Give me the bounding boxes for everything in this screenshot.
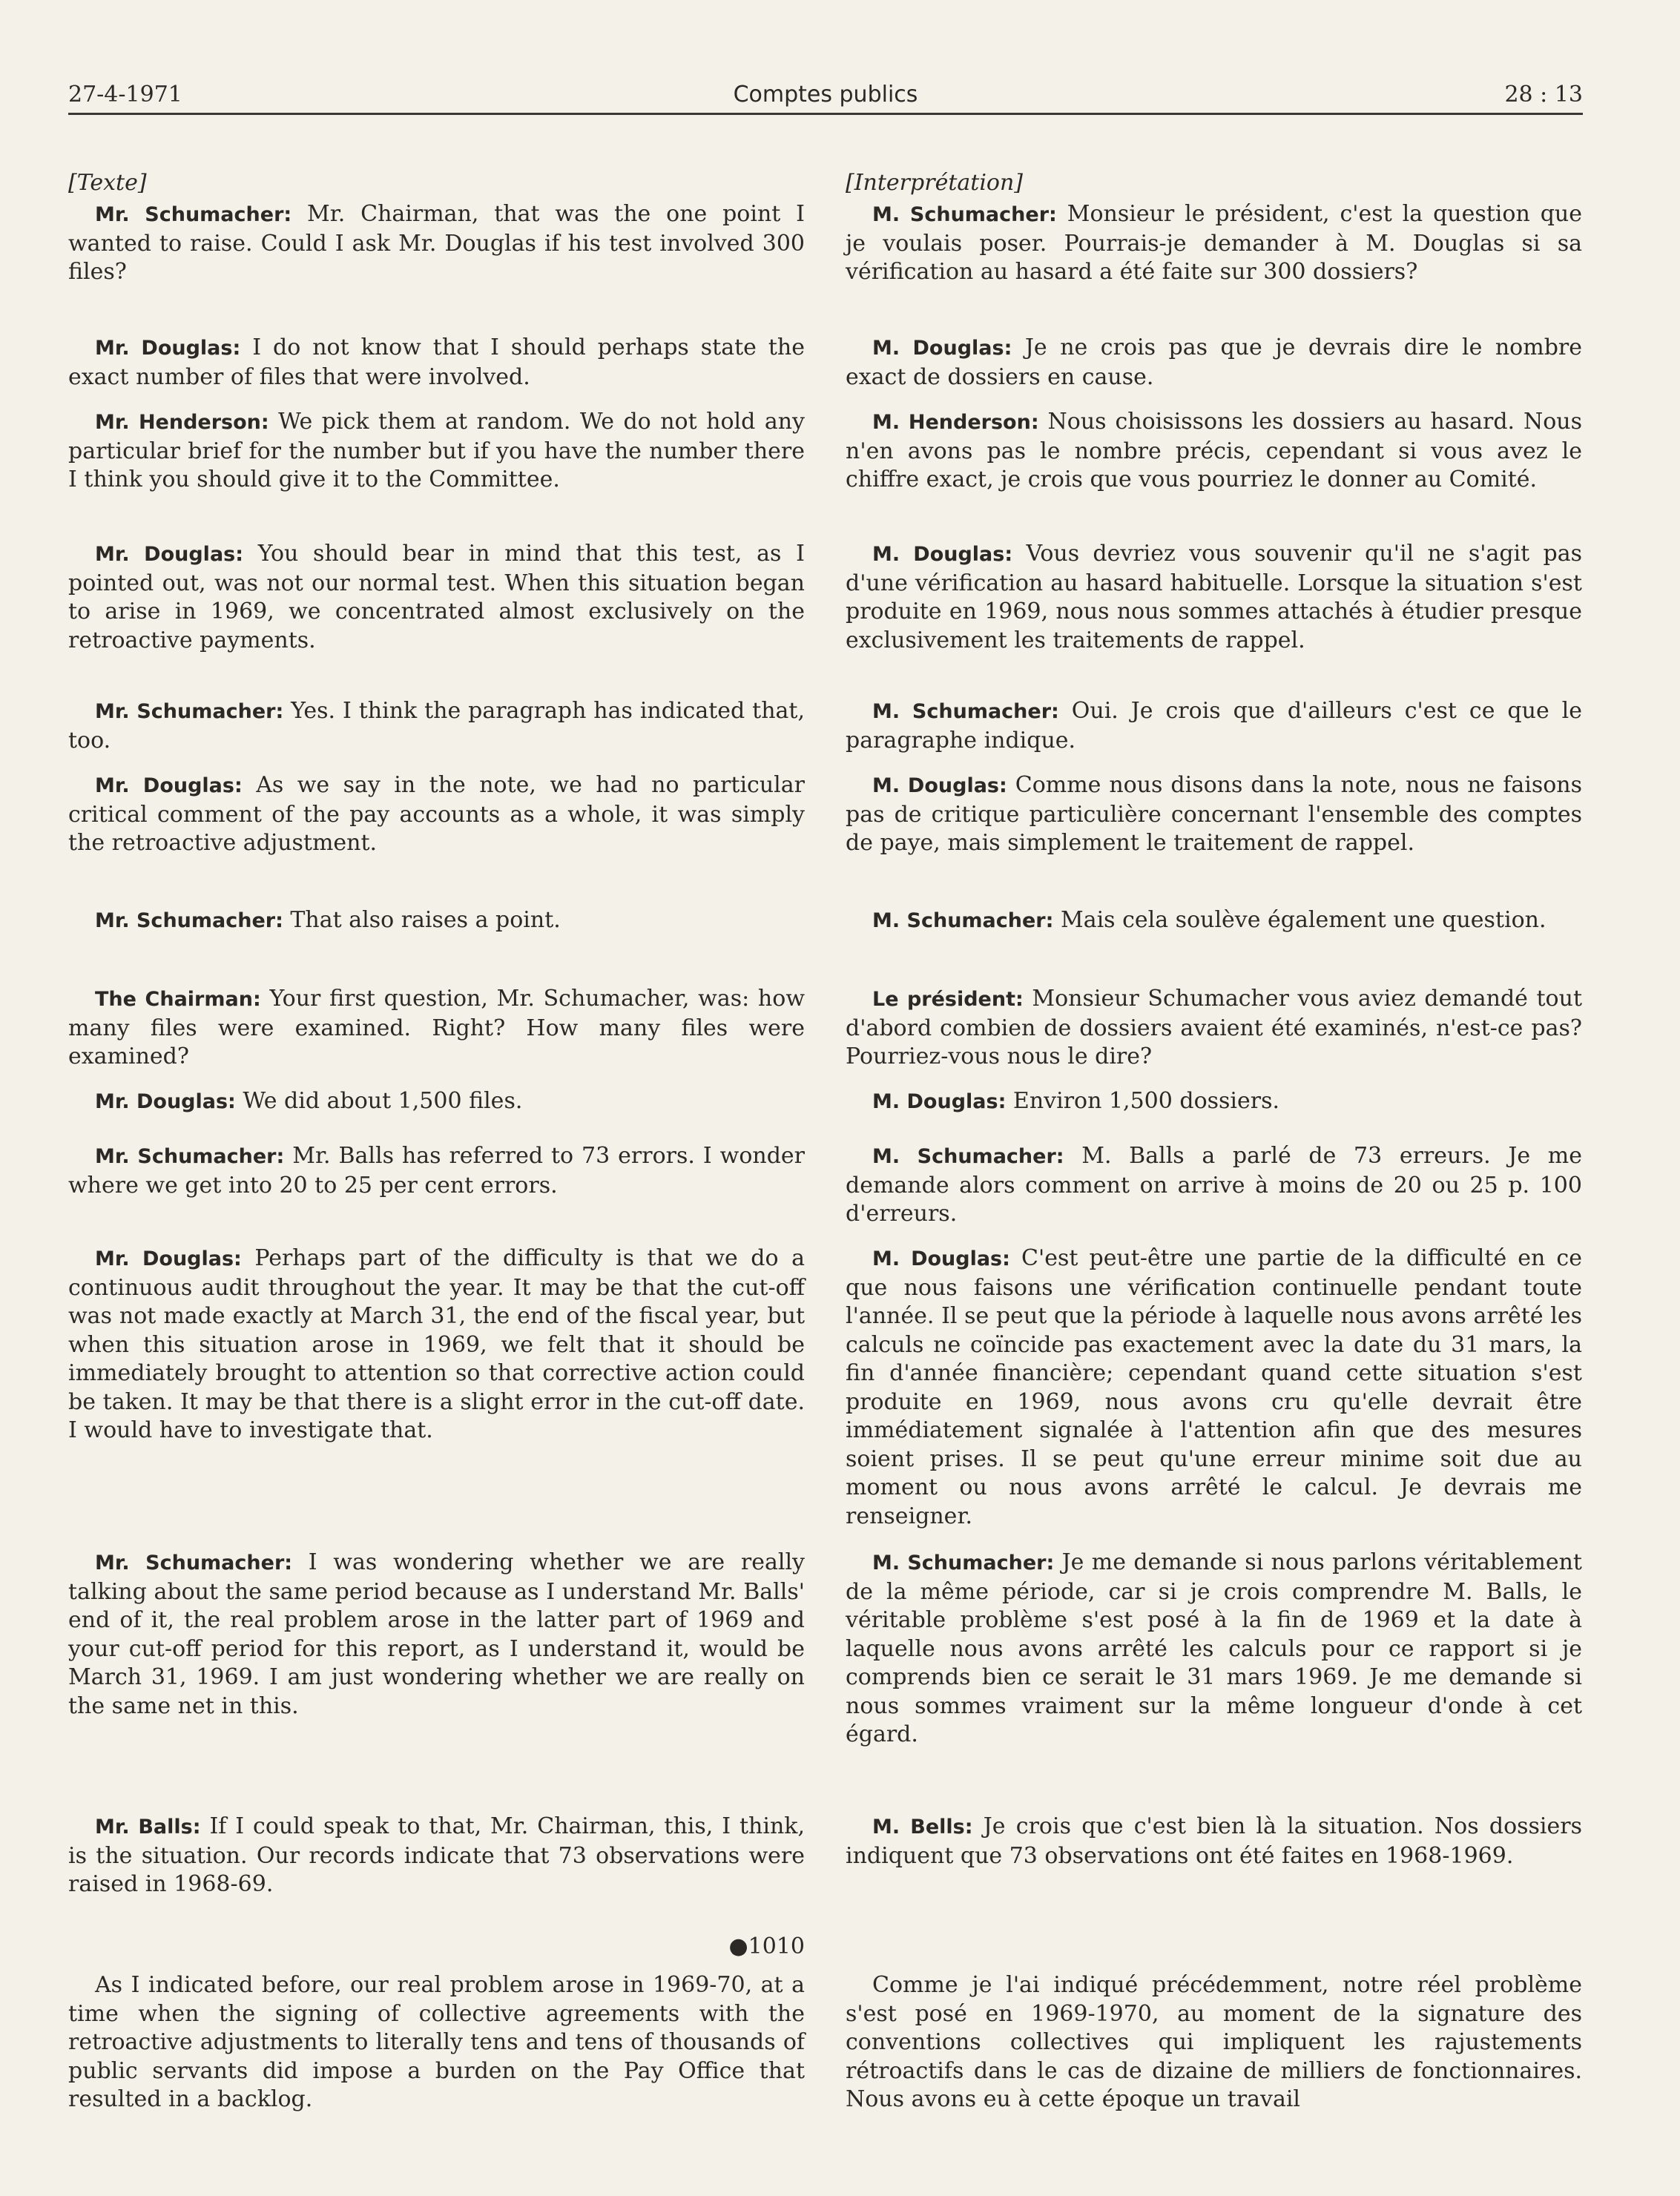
paragraph-text: Perhaps part of the difficulty is that we do a continuous audit throughout the year. It may be that the cut-off was not made exactly at March 31, the end of the fiscal year, but when this situation arose in 1969, we felt that it should be immediately brought to attention so that corrective action could be taken. It may be that there is a slight error in the cut-off date. I would have to investigate that. bbox=[68, 1245, 805, 1443]
paragraph bbox=[68, 1244, 805, 1445]
speaker-name: M. Bells: bbox=[872, 1816, 973, 1839]
paragraph-text: Vous devriez vous souvenir qu'il ne s'agit pas d'une vérification au hasard habituelle. Lorsque la situation s'est produite en 1969, nous nous sommes attachés à étudier presque exclusivement les traitements de rappel. bbox=[846, 541, 1582, 653]
paragraph-text: We pick them at random. We do not hold any particular brief for the number but if you have the number there I think you should give it to the Committee. bbox=[68, 409, 805, 492]
speaker-name: M. Schumacher: bbox=[872, 203, 1057, 226]
paragraph-text: Comme nous disons dans la note, nous ne faisons pas de critique particulière concernant l'ensemble des comptes de paye, mais simplement le traitement de rappel. bbox=[846, 772, 1582, 856]
paragraph-text: Oui. Je crois que d'ailleurs c'est ce que le paragraphe indique. bbox=[846, 698, 1582, 754]
paragraph-text: Yes. I think the paragraph has indicated that, too. bbox=[68, 698, 805, 754]
header-date: 27-4-1971 bbox=[68, 82, 182, 108]
speaker-name: M. Douglas: bbox=[872, 1090, 1007, 1113]
paragraph-text: If I could speak to that, Mr. Chairman, this, I think, is the situation. Our records indicate that 73 observations were raised in 1968-69. bbox=[68, 1813, 805, 1897]
paragraph bbox=[68, 540, 805, 655]
paragraph bbox=[846, 697, 1582, 755]
speaker-name: M. Henderson: bbox=[872, 411, 1039, 434]
speaker-name: Le président: bbox=[872, 988, 1024, 1011]
speaker-name: Mr. Douglas: bbox=[95, 774, 243, 797]
paragraph-text: Je crois que c'est bien là la situation. Nos dossiers indiquent que 73 observations ont été faites en 1968-1969. bbox=[846, 1813, 1583, 1869]
paragraph bbox=[68, 985, 805, 1072]
paragraph-text: We did about 1,500 files. bbox=[235, 1088, 523, 1114]
paragraph bbox=[68, 1087, 805, 1117]
paragraph bbox=[68, 1142, 805, 1200]
time-marker: ●1010 bbox=[728, 1933, 805, 1959]
paragraph-text: Comme je l'ai indiqué précédemment, notre réel problème s'est posé en 1969-1970, au moment de la signature des conventions collectives qui impliquent les rajustements rétroactifs dans le cas de dizaine de milliers de fonctionnaires. Nous avons eu à cette époque un travail bbox=[846, 1972, 1582, 2112]
paragraph bbox=[68, 408, 805, 495]
speaker-name: Mr. Schumacher: bbox=[95, 1145, 285, 1168]
paragraph-text: Je ne crois pas que je devrais dire le nombre exact de dossiers en cause. bbox=[846, 334, 1582, 390]
paragraph bbox=[846, 334, 1582, 392]
paragraph-text: Mais cela soulève également une question. bbox=[1053, 907, 1546, 933]
section-label: [Texte] bbox=[68, 170, 147, 196]
paragraph bbox=[846, 1813, 1582, 1870]
speaker-name: M. Schumacher: bbox=[872, 1552, 1055, 1575]
speaker-name: M. Douglas: bbox=[872, 543, 1013, 566]
paragraph bbox=[68, 334, 805, 392]
paragraph-text: You should bear in mind that this test, as I pointed out, was not our normal test. When this situation began to arise in 1969, we concentrated almost exclusively on the retroactive payments. bbox=[68, 541, 805, 653]
speaker-name: M. Schumacher: bbox=[872, 1145, 1064, 1168]
speaker-name: Mr. Douglas: bbox=[95, 1090, 236, 1113]
paragraph-text: That also raises a point. bbox=[283, 907, 561, 933]
paragraph bbox=[846, 1087, 1582, 1117]
paragraph-text: Nous choisissons les dossiers au hasard. Nous n'en avons pas le nombre précis, cependant si vous avez le chiffre exact, je crois que vous pourriez le donner au Comité. bbox=[846, 409, 1583, 492]
paragraph bbox=[68, 1549, 805, 1721]
speaker-name: M. Schumacher: bbox=[872, 700, 1059, 723]
section-label: [Interprétation] bbox=[846, 170, 1024, 196]
paragraph bbox=[68, 1971, 805, 2114]
paragraph-text: M. Balls a parlé de 73 erreurs. Je me demande alors comment on arrive à moins de 20 ou 25 p. 100 d'erreurs. bbox=[846, 1143, 1582, 1227]
paragraph-text: Mr. Chairman, that was the one point I wanted to raise. Could I ask Mr. Douglas if his test involved 300 files? bbox=[68, 201, 806, 285]
speaker-name: The Chairman: bbox=[95, 988, 261, 1011]
paragraph-text: As we say in the note, we had no particular critical comment of the pay accounts as a whole, it was simply the retroactive adjustment. bbox=[68, 772, 805, 856]
paragraph bbox=[846, 1549, 1582, 1750]
paragraph bbox=[68, 906, 805, 936]
paragraph bbox=[846, 1244, 1582, 1531]
paragraph-text: C'est peut-être une partie de la difficulté en ce que nous faisons une vérification continuelle pendant toute l'année. Il se peut que la période à laquelle nous avons arrêté les calculs ne coïncide pas exactement avec la date du 31 mars, la fin d'année financière; cependant quand cette situation s'est produite en 1969, nous avons cru qu'elle devrait être immédiatement signalée à l'attention afin que des mesures soient prises. Il se peut qu'une erreur minime soit due au moment ou nous avons arrêté le calcul. Je devrais me renseigner. bbox=[846, 1245, 1582, 1529]
paragraph-text: Environ 1,500 dossiers. bbox=[1006, 1088, 1280, 1114]
paragraph bbox=[846, 906, 1582, 936]
paragraph bbox=[68, 200, 805, 287]
paragraph bbox=[68, 1813, 805, 1899]
paragraph-text: Monsieur Schumacher vous aviez demandé tout d'abord combien de dossiers avaient été examinés, n'est-ce pas? Pourriez-vous nous le dire? bbox=[846, 986, 1582, 1069]
paragraph bbox=[68, 771, 805, 858]
speaker-name: Mr. Douglas: bbox=[95, 543, 244, 566]
paragraph bbox=[846, 200, 1582, 287]
paragraph-text: I was wondering whether we are really talking about the same period because as I understand Mr. Balls' end of it, the real problem arose in the latter part of 1969 and your cut-off period for this report, as I understand it, would be March 31, 1969. I am just wondering whether we are really on the same net in this. bbox=[68, 1549, 805, 1719]
speaker-name: Mr. Schumacher: bbox=[95, 909, 283, 932]
speaker-name: Mr. Douglas: bbox=[95, 1247, 242, 1270]
paragraph bbox=[846, 408, 1582, 495]
header-title: Comptes publics bbox=[733, 82, 918, 108]
speaker-name: M. Douglas: bbox=[872, 774, 1007, 797]
speaker-name: M. Schumacher: bbox=[872, 909, 1054, 932]
paragraph bbox=[846, 1142, 1582, 1229]
paragraph bbox=[846, 985, 1582, 1072]
speaker-name: Mr. Henderson: bbox=[95, 411, 269, 434]
paragraph-text: Your first question, Mr. Schumacher, was: how many files were examined. Right? How many files were examined? bbox=[68, 986, 805, 1069]
page-header bbox=[68, 80, 1583, 115]
speaker-name: M. Douglas: bbox=[872, 1247, 1010, 1270]
paragraph-text: I do not know that I should perhaps state the exact number of files that were involved. bbox=[68, 334, 806, 390]
speaker-name: Mr. Balls: bbox=[95, 1816, 201, 1839]
paragraph bbox=[68, 697, 805, 755]
speaker-name: Mr. Schumacher: bbox=[95, 700, 284, 723]
paragraph-text: Monsieur le président, c'est la question que je voulais poser. Pourrais-je demander à M. Douglas si sa vérification au hasard a été faite sur 300 dossiers? bbox=[846, 201, 1582, 285]
paragraph bbox=[846, 540, 1582, 655]
paragraph-text: Je me demande si nous parlons véritablement de la même période, car si je crois comprendre M. Balls, le véritable problème s'est posé à la fin de 1969 et la date à laquelle nous avons arrêté les calculs pour ce rapport si je comprends bien ce serait le 31 mars 1969. Je me demande si nous sommes vraiment sur la même longueur d'onde à cet égard. bbox=[846, 1549, 1582, 1747]
speaker-name: Mr. Douglas: bbox=[95, 337, 241, 360]
speaker-name: M. Douglas: bbox=[872, 337, 1012, 360]
speaker-name: Mr. Schumacher: bbox=[95, 1552, 293, 1575]
paragraph-text: Mr. Balls has referred to 73 errors. I wonder where we get into 20 to 25 per cent errors. bbox=[68, 1143, 806, 1198]
speaker-name: Mr. Schumacher: bbox=[95, 203, 292, 226]
header-page-number: 28 : 13 bbox=[1504, 82, 1583, 108]
paragraph bbox=[846, 1971, 1582, 2114]
paragraph bbox=[846, 771, 1582, 858]
paragraph-text: As I indicated before, our real problem arose in 1969-70, at a time when the signing of collective agreements with the retroactive adjustments to literally tens and tens of thousands of public servants did impose a burden on the Pay Office that resulted in a backlog. bbox=[68, 1972, 805, 2112]
